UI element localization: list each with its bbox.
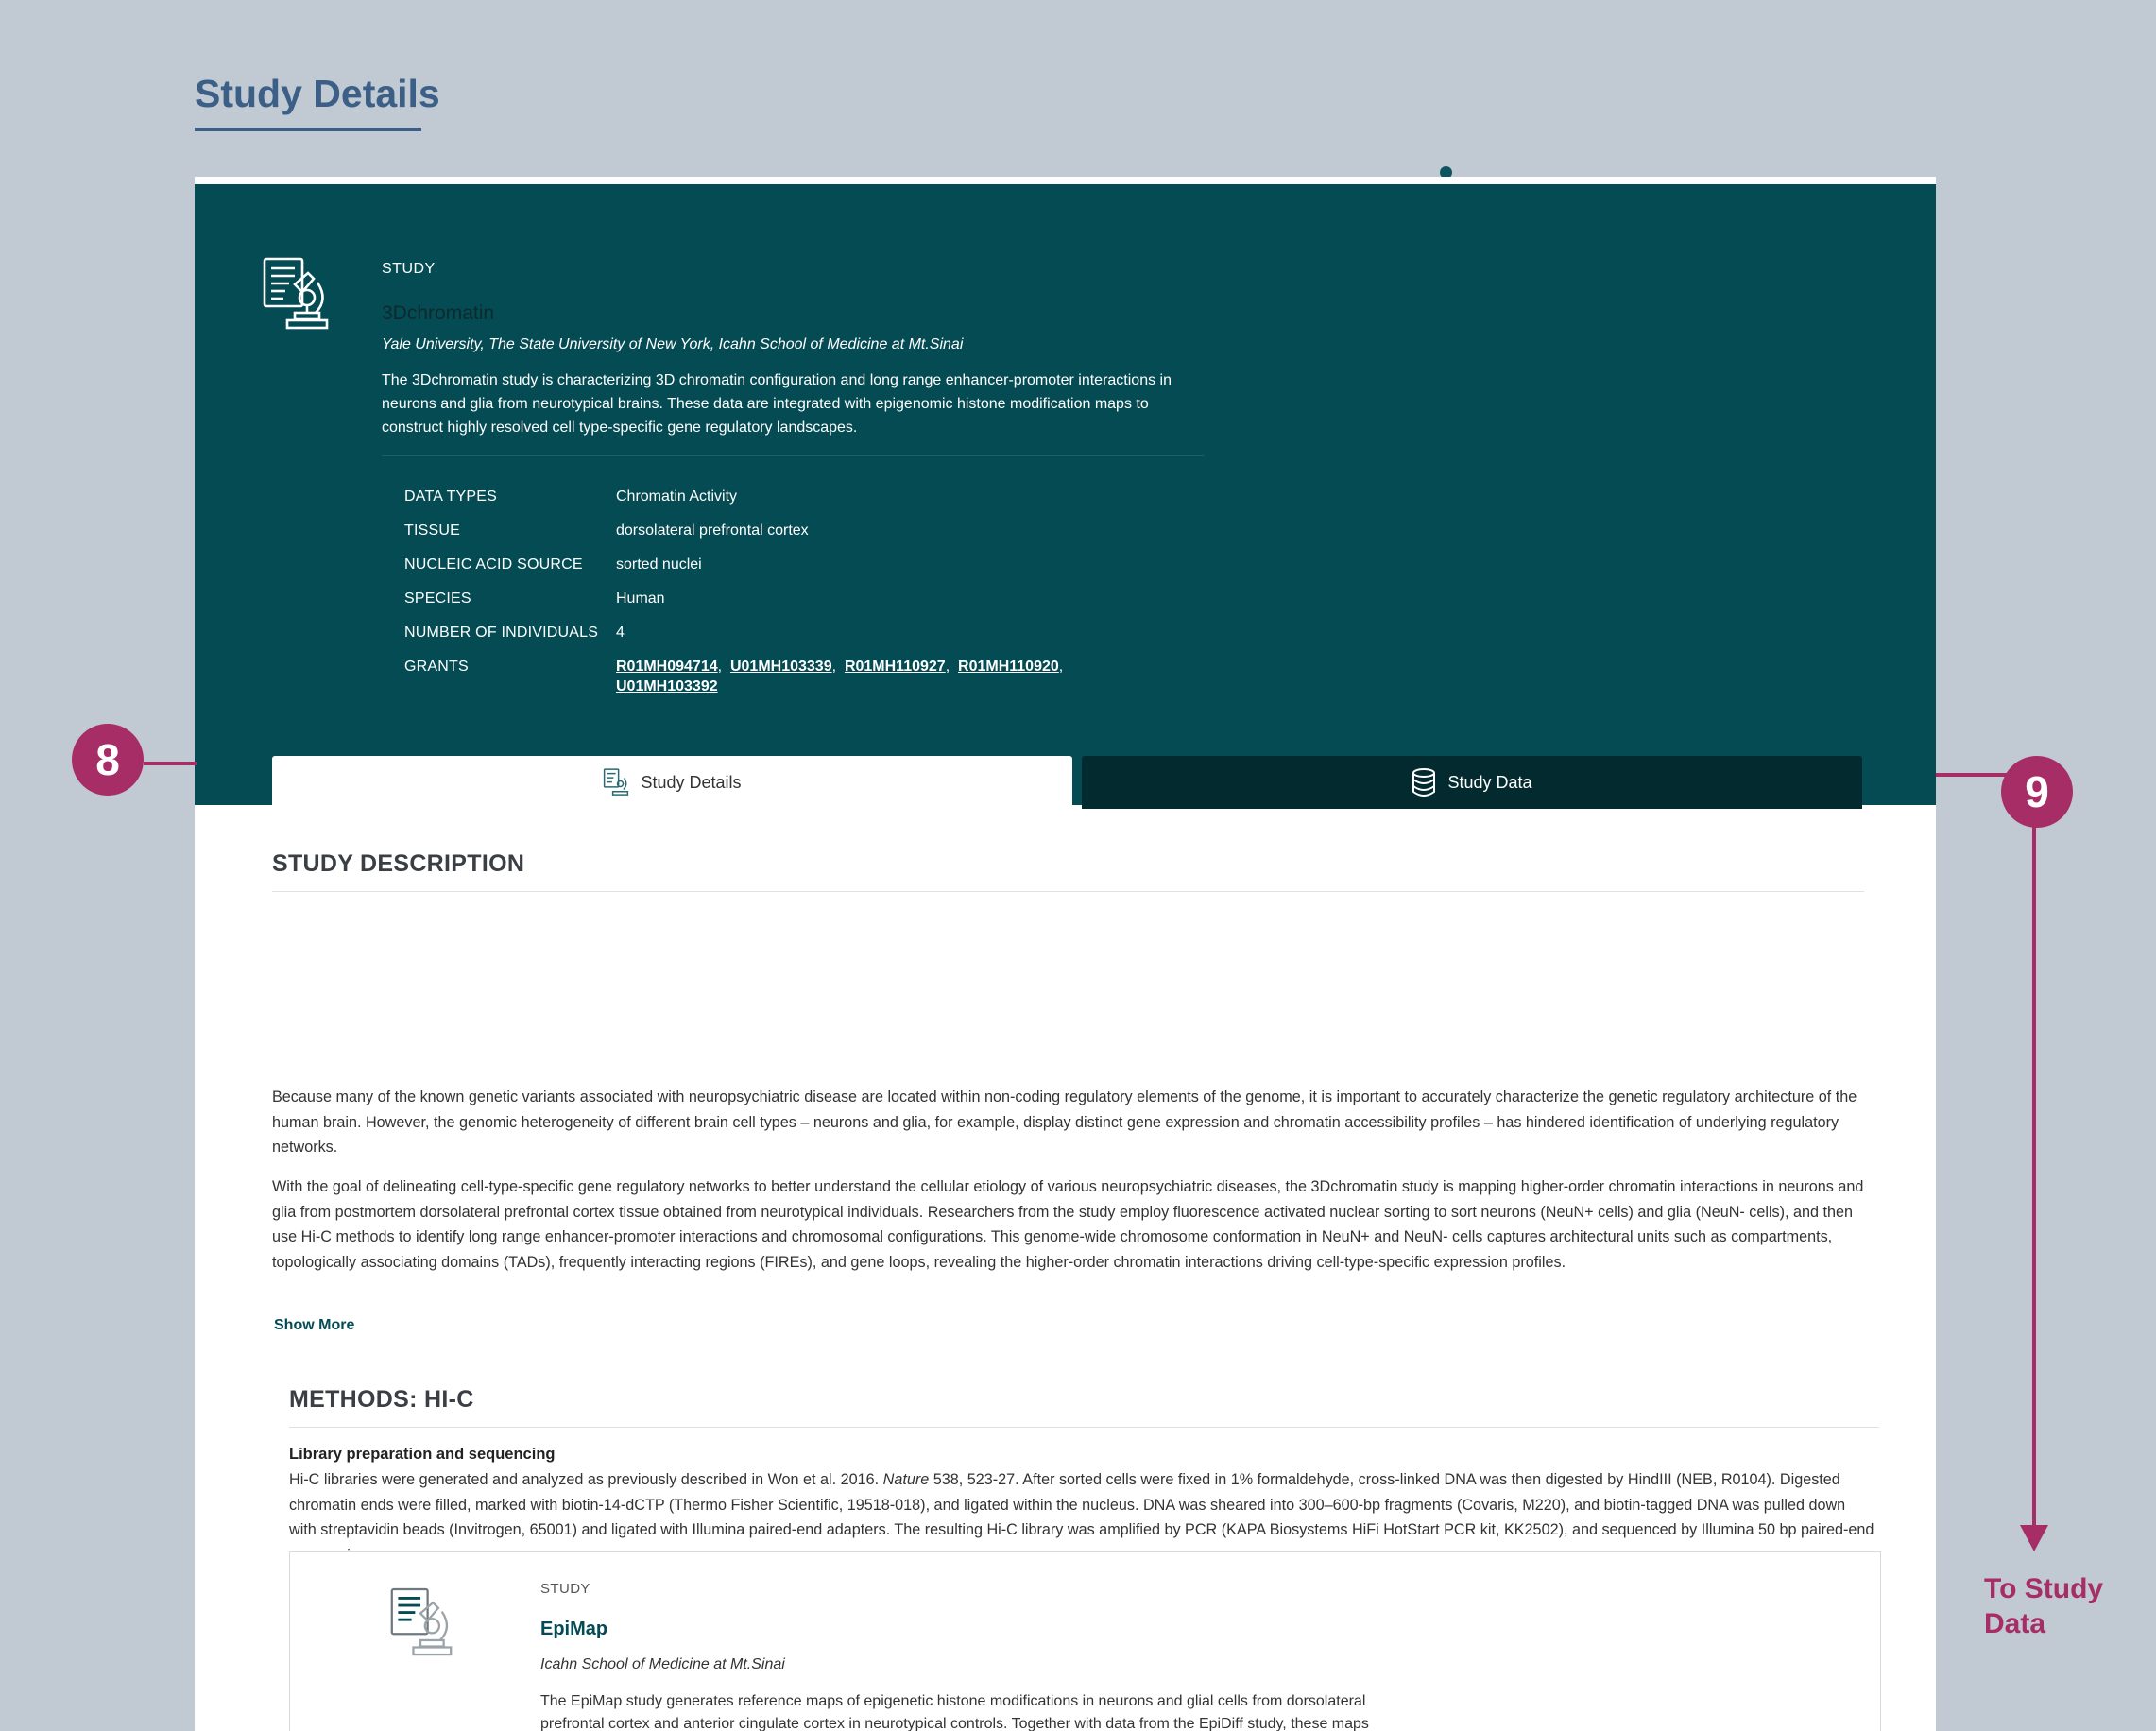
metadata-value: Chromatin Activity xyxy=(616,488,738,505)
methods-heading: METHODS: HI-C xyxy=(289,1386,474,1413)
study-institutions: Yale University, The State University of New York, Icahn School of Medicine at Mt.Sinai xyxy=(382,336,964,352)
related-study-card[interactable] xyxy=(289,1551,1881,1731)
study-name: 3Dchromatin xyxy=(382,302,495,324)
study-summary: The 3Dchromatin study is characterizing 3D chromatin configuration and long range enhancer-promoter interactions in neurons and glia from neurotypical brains. These data are integrated with epigenomic histone modification maps to construct highly resolved cell type-specific gene regulatory landscapes. xyxy=(382,372,1172,436)
description-paragraph-2: With the goal of delineating cell-type-specific gene regulatory networks to better understand the cellular etiology of various neuropsychiatric diseases, the 3Dchromatin study is mapping higher-order chromatin interactions in neurons and glia from postmortem dorsolateral prefrontal cortex tissue obtained from neurotypical individuals. Researchers from the study employ fluorescence activated nuclear sorting to sort neurons (NeuN+ cells) and glia (NeuN- cells), and then use Hi-C methods to identify long range enhancer-promoter interactions and chromosomal configurations. This genome-wide chromosome conformation in NeuN+ and NeuN- cells captures architectural units such as compartments, topologically associating domains (TADs), frequently interacting regions (FIREs), and gene loops, revealing the higher-order chromatin interactions driving cell-type-specific expression profiles. xyxy=(272,1178,1864,1271)
grants-list: R01MH094714, U01MH103339, R01MH110927, R01MH110920, U01MH103392 xyxy=(616,659,1064,694)
metadata-key: NUMBER OF INDIVIDUALS xyxy=(404,625,599,641)
grant-link[interactable]: R01MH110920 xyxy=(958,659,1059,675)
metadata-row xyxy=(404,487,1107,506)
tab-label: Study Data xyxy=(1447,772,1532,792)
metadata-key: NUCLEIC ACID SOURCE xyxy=(404,557,583,573)
metadata-row xyxy=(404,589,1107,608)
metadata-row xyxy=(404,555,1107,574)
description-paragraph-1: Because many of the known genetic variants associated with neuropsychiatric disease are located within non-coding regulatory elements of the genome, it is important to accurately characterize the genetic regulatory architecture of the human brain. However, the genomic heterogeneity of different brain cell types – neurons and glia, for example, display distinct gene expression and chromatin accessibility profiles – has hindered identification of underlying regulatory networks. xyxy=(272,1088,1857,1156)
study-type-label: STUDY xyxy=(382,261,436,277)
metadata-row xyxy=(404,521,1107,540)
metadata-row xyxy=(404,623,1107,643)
study-microscope-icon xyxy=(603,768,629,797)
callout-arrow-shaft xyxy=(2032,826,2036,1533)
study-header xyxy=(195,184,1936,805)
grant-link[interactable]: U01MH103339 xyxy=(729,659,832,675)
database-icon xyxy=(1412,768,1436,797)
page-title-underline xyxy=(195,128,421,131)
journal-name: Nature xyxy=(882,1471,930,1488)
metadata-key: TISSUE xyxy=(404,523,460,539)
to-study-data-annotation: To Study Data xyxy=(1984,1573,2104,1639)
study-description-heading: STUDY DESCRIPTION xyxy=(272,850,525,877)
divider xyxy=(272,891,1864,892)
methods-text: Hi-C libraries were generated and analyzed as previously described in Won et al. 2016. xyxy=(289,1471,883,1488)
metadata-key: GRANTS xyxy=(404,659,469,675)
metadata-value: dorsolateral prefrontal cortex xyxy=(616,523,809,539)
header-divider xyxy=(382,455,1204,456)
related-study-name[interactable]: EpiMap xyxy=(540,1619,608,1639)
metadata-key: DATA TYPES xyxy=(404,488,498,505)
tab-study-details[interactable] xyxy=(272,756,1072,809)
tab-study-data[interactable] xyxy=(1082,756,1862,809)
study-card xyxy=(195,177,1936,1731)
grant-link[interactable]: R01MH110927 xyxy=(844,659,946,675)
metadata-row-grants xyxy=(404,657,1107,696)
related-study-type-label: STUDY xyxy=(540,1581,590,1597)
callout-marker-8: 8 xyxy=(72,724,144,796)
study-metadata xyxy=(404,487,1107,711)
page-title: Study Details xyxy=(195,72,440,115)
metadata-value: sorted nuclei xyxy=(616,557,702,573)
study-microscope-icon xyxy=(388,1586,454,1658)
callout-line-8 xyxy=(144,762,197,765)
related-study-description: The EpiMap study generates reference maps of epigenetic histone modifications in neurons and glial cells from dorsolateral prefrontal cortex and anterior cingulate cortex in neurotypical controls. Together with data from the EpiDiff study, these maps xyxy=(540,1693,1369,1731)
tab-label: Study Details xyxy=(641,772,742,792)
show-more-description-link[interactable]: Show More xyxy=(274,1317,355,1333)
grant-link[interactable]: U01MH103392 xyxy=(616,678,718,694)
arrow-down-icon xyxy=(2020,1525,2048,1553)
callout-marker-9: 9 xyxy=(2001,756,2073,828)
related-study-institution: Icahn School of Medicine at Mt.Sinai xyxy=(540,1656,785,1672)
methods-subheading: Library preparation and sequencing xyxy=(289,1446,556,1463)
divider xyxy=(289,1427,1879,1428)
metadata-key: SPECIES xyxy=(404,591,471,607)
grant-link[interactable]: R01MH094714 xyxy=(616,659,718,675)
metadata-value: 4 xyxy=(616,625,625,641)
methods-text: 538, 523-27. After sorted cells were fixed in 1% formaldehyde, cross-linked DNA was then digested by HindIII (NEB, R0104). Digested chromatin ends were filled, marked with biotin-14-dCTP (Thermo Fisher Scientific, 19518-018), and ligated within the nucleus. DNA was sheared into 300–600-bp fragments (Covaris, M220), and biotin-tagged DNA was pulled down with streptavidin beads (Invitrogen, 65001) and ligated with Illumina paired-end adapters. The resulting Hi-C library was amplified by PCR (KAPA Biosystems HiFi HotStart PCR kit, KK2502), and sequenced by Illumina 50 bp paired-end xyxy=(289,1471,1874,1538)
study-microscope-icon xyxy=(261,256,331,332)
metadata-value: Human xyxy=(616,591,665,607)
